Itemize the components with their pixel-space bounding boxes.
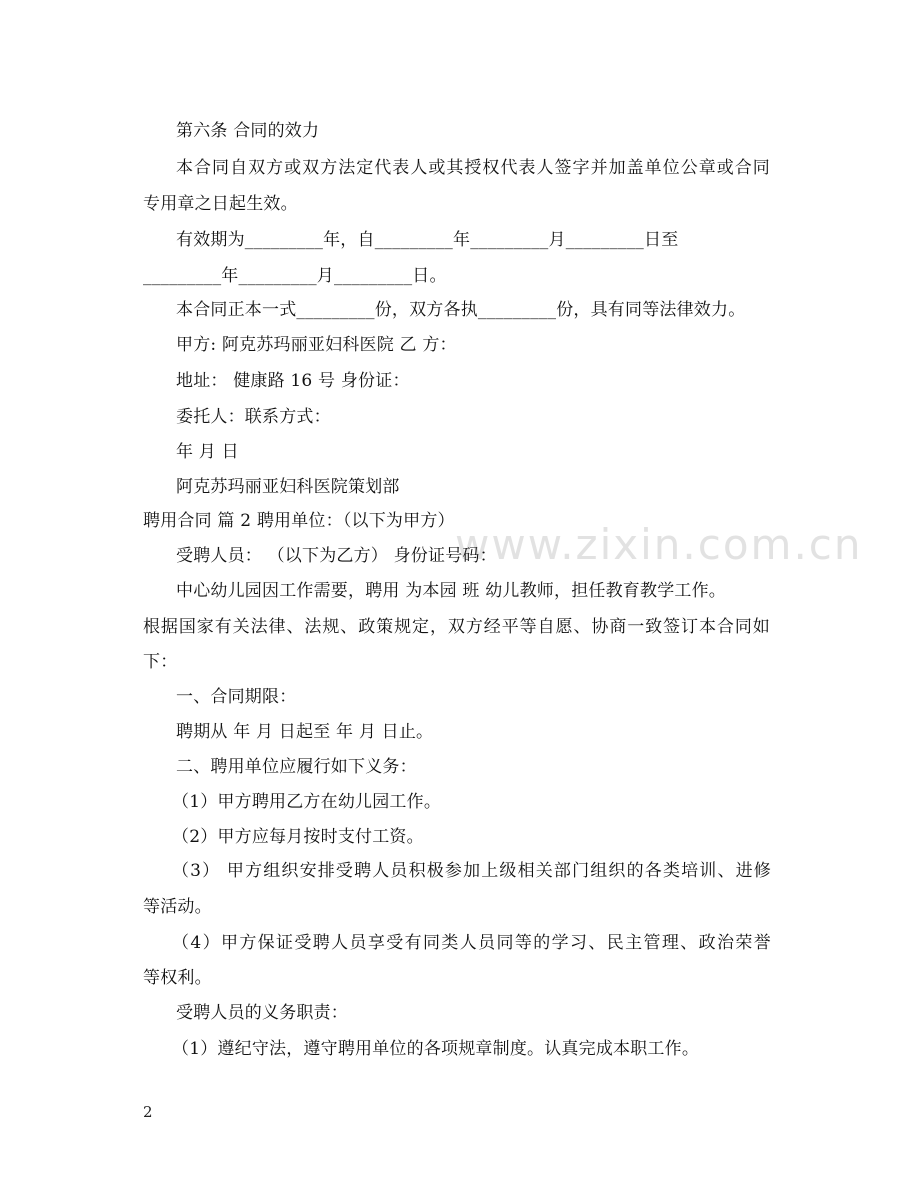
list-item: （2）甲方应每月按时支付工资。 — [172, 827, 424, 847]
paragraph-line: 中心幼儿园因工作需要，聘用 为本园 班 幼儿教师，担任教育教学工作。 — [176, 581, 727, 601]
list-item: （1）甲方聘用乙方在幼儿园工作。 — [172, 792, 442, 812]
paragraph-line: 专用章之日起生效。 — [143, 194, 298, 214]
list-item-continued: 等活动。 — [143, 897, 212, 917]
section-heading: 二、聘用单位应履行如下义务： — [176, 757, 417, 777]
page-number: 2 — [143, 1103, 153, 1121]
employee-line: 受聘人员： （以下为乙方） 身份证号码： — [176, 546, 497, 566]
article-heading: 第六条 合同的效力 — [176, 121, 320, 141]
copies-line: 本合同正本一式_________份，双方各执_________份，具有同等法律效力。 — [176, 300, 746, 320]
list-item: （3） 甲方组织安排受聘人员积极参加上级相关部门组织的各类培训、进修 — [172, 861, 771, 881]
section-heading: 受聘人员的义务职责： — [176, 1003, 348, 1023]
validity-period-line: 有效期为_________年，自_________年_________月_________日至 — [176, 230, 679, 250]
section-heading: 一、合同期限： — [176, 687, 297, 707]
list-item: （4）甲方保证受聘人员享受有同类人员同等的学习、民主管理、政治荣誉 — [172, 933, 771, 953]
watermark-text: www.zixin.com.cn — [455, 520, 863, 569]
validity-period-line: _________年_________月_________日。 — [143, 266, 447, 286]
agent-line: 委托人：联系方式： — [176, 407, 331, 427]
address-line: 地址： 健康路 16 号 身份证： — [176, 371, 410, 391]
signature-department: 阿克苏玛丽亚妇科医院策划部 — [176, 477, 400, 497]
date-line: 年 月 日 — [176, 442, 239, 462]
list-item-continued: 等权利。 — [143, 968, 212, 988]
paragraph-line: 本合同自双方或双方法定代表人或其授权代表人签字并加盖单位公章或合同 — [176, 158, 770, 178]
contract-title-line: 聘用合同 篇 2 聘用单位：（以下为甲方） — [143, 511, 455, 531]
term-line: 聘期从 年 月 日起至 年 月 日止。 — [176, 722, 434, 742]
paragraph-line: 根据国家有关法律、法规、政策规定，双方经平等自愿、协商一致签订本合同如 — [143, 617, 770, 637]
party-a-line: 甲方: 阿克苏玛丽亚妇科医院 乙 方： — [176, 335, 457, 355]
list-item: （1）遵纪守法，遵守聘用单位的各项规章制度。认真完成本职工作。 — [172, 1039, 700, 1059]
paragraph-line: 下： — [143, 652, 178, 672]
